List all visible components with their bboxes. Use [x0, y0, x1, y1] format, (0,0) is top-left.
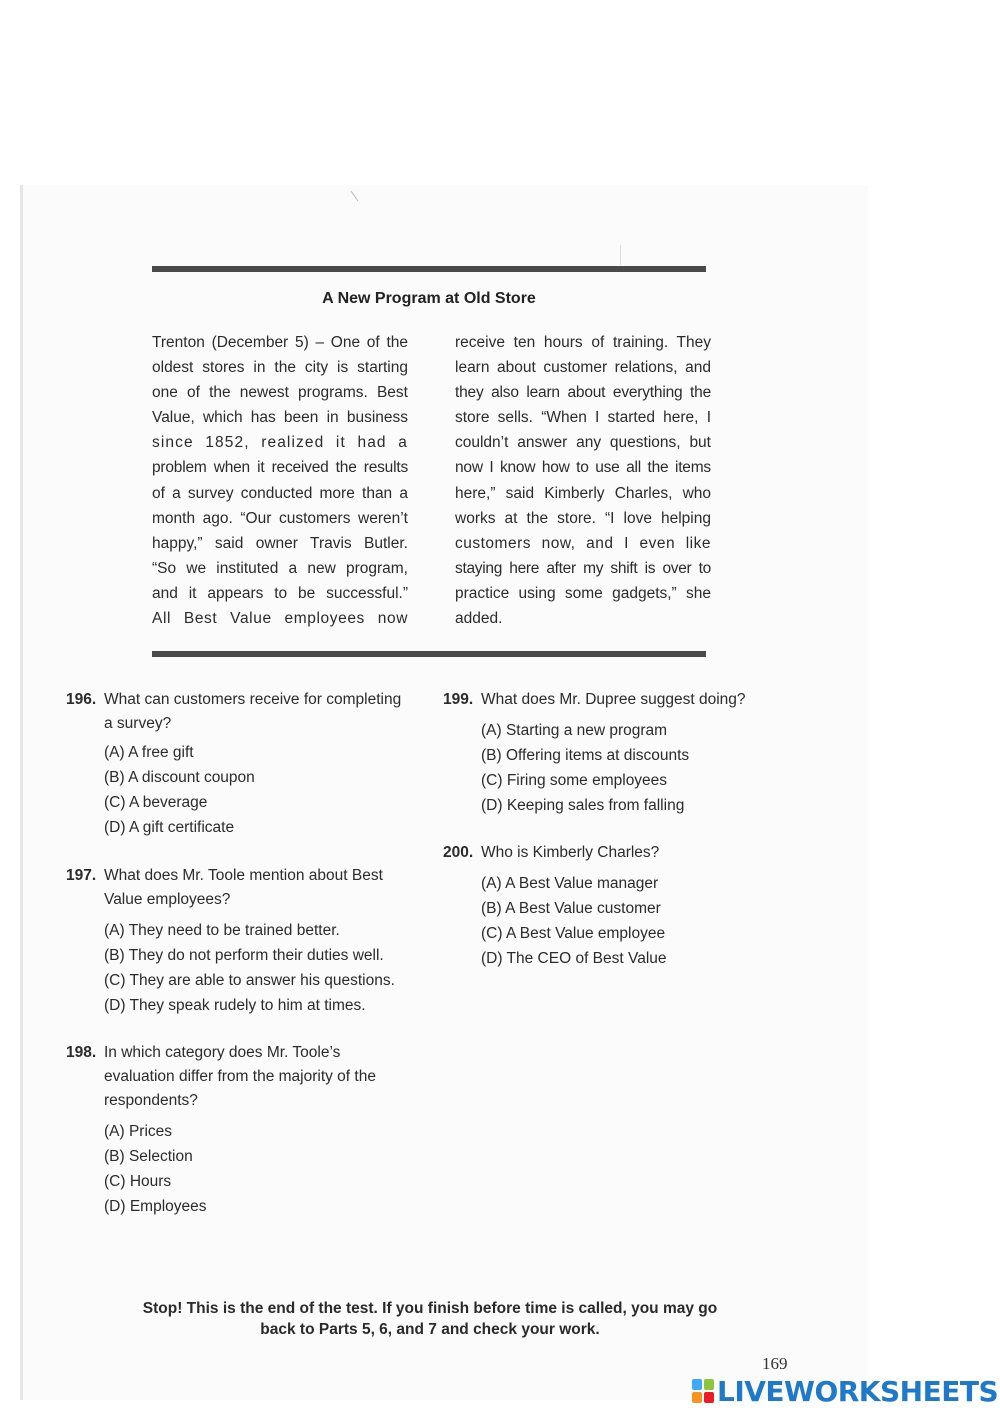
page-number: 169 [762, 1354, 788, 1373]
article-line: All Best Value employees now [152, 610, 408, 628]
article-line: now I know how to use all the items [455, 459, 711, 477]
question-number: 199. [443, 691, 474, 708]
article-line: they also learn about everything the [455, 384, 711, 402]
article-line: couldn’t answer any questions, but [455, 434, 711, 452]
question-stem: Value employees? [104, 891, 231, 908]
article-line: receive ten hours of training. They [455, 334, 711, 351]
article-line: store sells. “When I started here, I [455, 409, 711, 427]
logo-square [692, 1392, 702, 1403]
article-line: added. [455, 610, 503, 628]
article-title: A New Program at Old Store [322, 290, 536, 307]
article-line: since 1852, realized it had a [152, 434, 408, 452]
question-196 [66, 688, 426, 840]
liveworksheets-logo[interactable] [692, 1374, 998, 1408]
article-line: of a survey conducted more than a [152, 484, 408, 502]
question-stem: In which category does Mr. Toole’s [104, 1044, 341, 1061]
question-stem: What can customers receive for completing [104, 691, 402, 708]
article-right-column [455, 330, 711, 631]
article-line: month ago. “Our customers weren’t [152, 509, 408, 527]
answer-option-b[interactable]: (B) A Best Value customer [481, 900, 661, 918]
answer-option-b[interactable]: (B) Offering items at discounts [481, 747, 690, 765]
answer-option-d[interactable]: (D) Employees [104, 1198, 207, 1216]
article-line: staying here after my shift is over to [455, 559, 711, 577]
question-200 [443, 841, 783, 971]
question-stem: Who is Kimberly Charles? [481, 844, 660, 861]
article-line: customers now, and I even like [455, 534, 711, 552]
logo-square [692, 1379, 702, 1390]
article-line: Value, which has been in business [152, 409, 408, 427]
scan-speck [620, 245, 621, 265]
article-line: oldest stores in the city is starting [152, 359, 408, 377]
answer-option-b[interactable]: (B) Selection [104, 1148, 193, 1166]
answer-option-a[interactable]: (A) A free gift [104, 744, 194, 761]
liveworksheets-logo-icon [692, 1379, 714, 1403]
answer-option-c[interactable]: (C) Firing some employees [481, 772, 668, 790]
answer-option-d[interactable]: (D) Keeping sales from falling [481, 797, 685, 815]
answer-option-d[interactable]: (D) A gift certificate [104, 819, 235, 837]
article-top-rule [152, 266, 706, 272]
end-of-test-notice [100, 1298, 760, 1340]
answer-option-b[interactable]: (B) A discount coupon [104, 769, 255, 787]
article-line: practice using some gadgets,” she [455, 584, 711, 602]
article-line: Trenton (December 5) – One of the [152, 334, 408, 351]
question-stem: What does Mr. Toole mention about Best [104, 867, 383, 884]
question-198 [66, 1041, 426, 1219]
answer-option-d[interactable]: (D) They speak rudely to him at times. [104, 997, 366, 1015]
logo-square [704, 1392, 714, 1403]
question-number: 200. [443, 844, 474, 861]
question-stem: What does Mr. Dupree suggest doing? [481, 691, 746, 708]
article-line: happy,” said owner Travis Butler. [152, 534, 408, 552]
answer-option-b[interactable]: (B) They do not perform their duties well. [104, 947, 384, 965]
answer-option-d[interactable]: (D) The CEO of Best Value [481, 950, 667, 968]
article-line: “So we instituted a new program, [152, 559, 408, 577]
answer-option-a[interactable]: (A) Prices [104, 1123, 173, 1140]
article-bottom-rule [152, 651, 706, 657]
answer-option-a[interactable]: (A) Starting a new program [481, 722, 668, 739]
liveworksheets-logo-text: LIVEWORKSHEETS [717, 1374, 999, 1408]
article-line: problem when it received the results [152, 459, 408, 477]
question-199 [443, 688, 783, 818]
article-line: one of the newest programs. Best [152, 384, 408, 402]
end-of-test-line: back to Parts 5, 6, and 7 and check your work. [260, 1321, 600, 1338]
question-stem: evaluation differ from the majority of the [104, 1068, 376, 1085]
question-stem: a survey? [104, 715, 172, 732]
article-line: here,” said Kimberly Charles, who [455, 484, 711, 502]
question-stem: respondents? [104, 1092, 198, 1109]
logo-square [704, 1379, 714, 1390]
answer-option-c[interactable]: (C) They are able to answer his questions. [104, 972, 395, 990]
answer-option-c[interactable]: (C) Hours [104, 1173, 172, 1191]
article-line: and it appears to be successful.” [152, 584, 408, 602]
article-left-column [152, 330, 408, 631]
article-line: works at the store. “I love helping [455, 509, 711, 527]
question-number: 198. [66, 1044, 97, 1061]
question-197 [66, 864, 426, 1018]
answer-option-c[interactable]: (C) A Best Value employee [481, 925, 666, 943]
answer-option-c[interactable]: (C) A beverage [104, 794, 208, 812]
article-line: learn about customer relations, and [455, 359, 711, 377]
answer-option-a[interactable]: (A) A Best Value manager [481, 875, 659, 892]
end-of-test-line: Stop! This is the end of the test. If you finish before time is called, you may go [142, 1300, 718, 1317]
question-number: 196. [66, 691, 97, 708]
answer-option-a[interactable]: (A) They need to be trained better. [104, 922, 340, 939]
question-number: 197. [66, 867, 97, 884]
